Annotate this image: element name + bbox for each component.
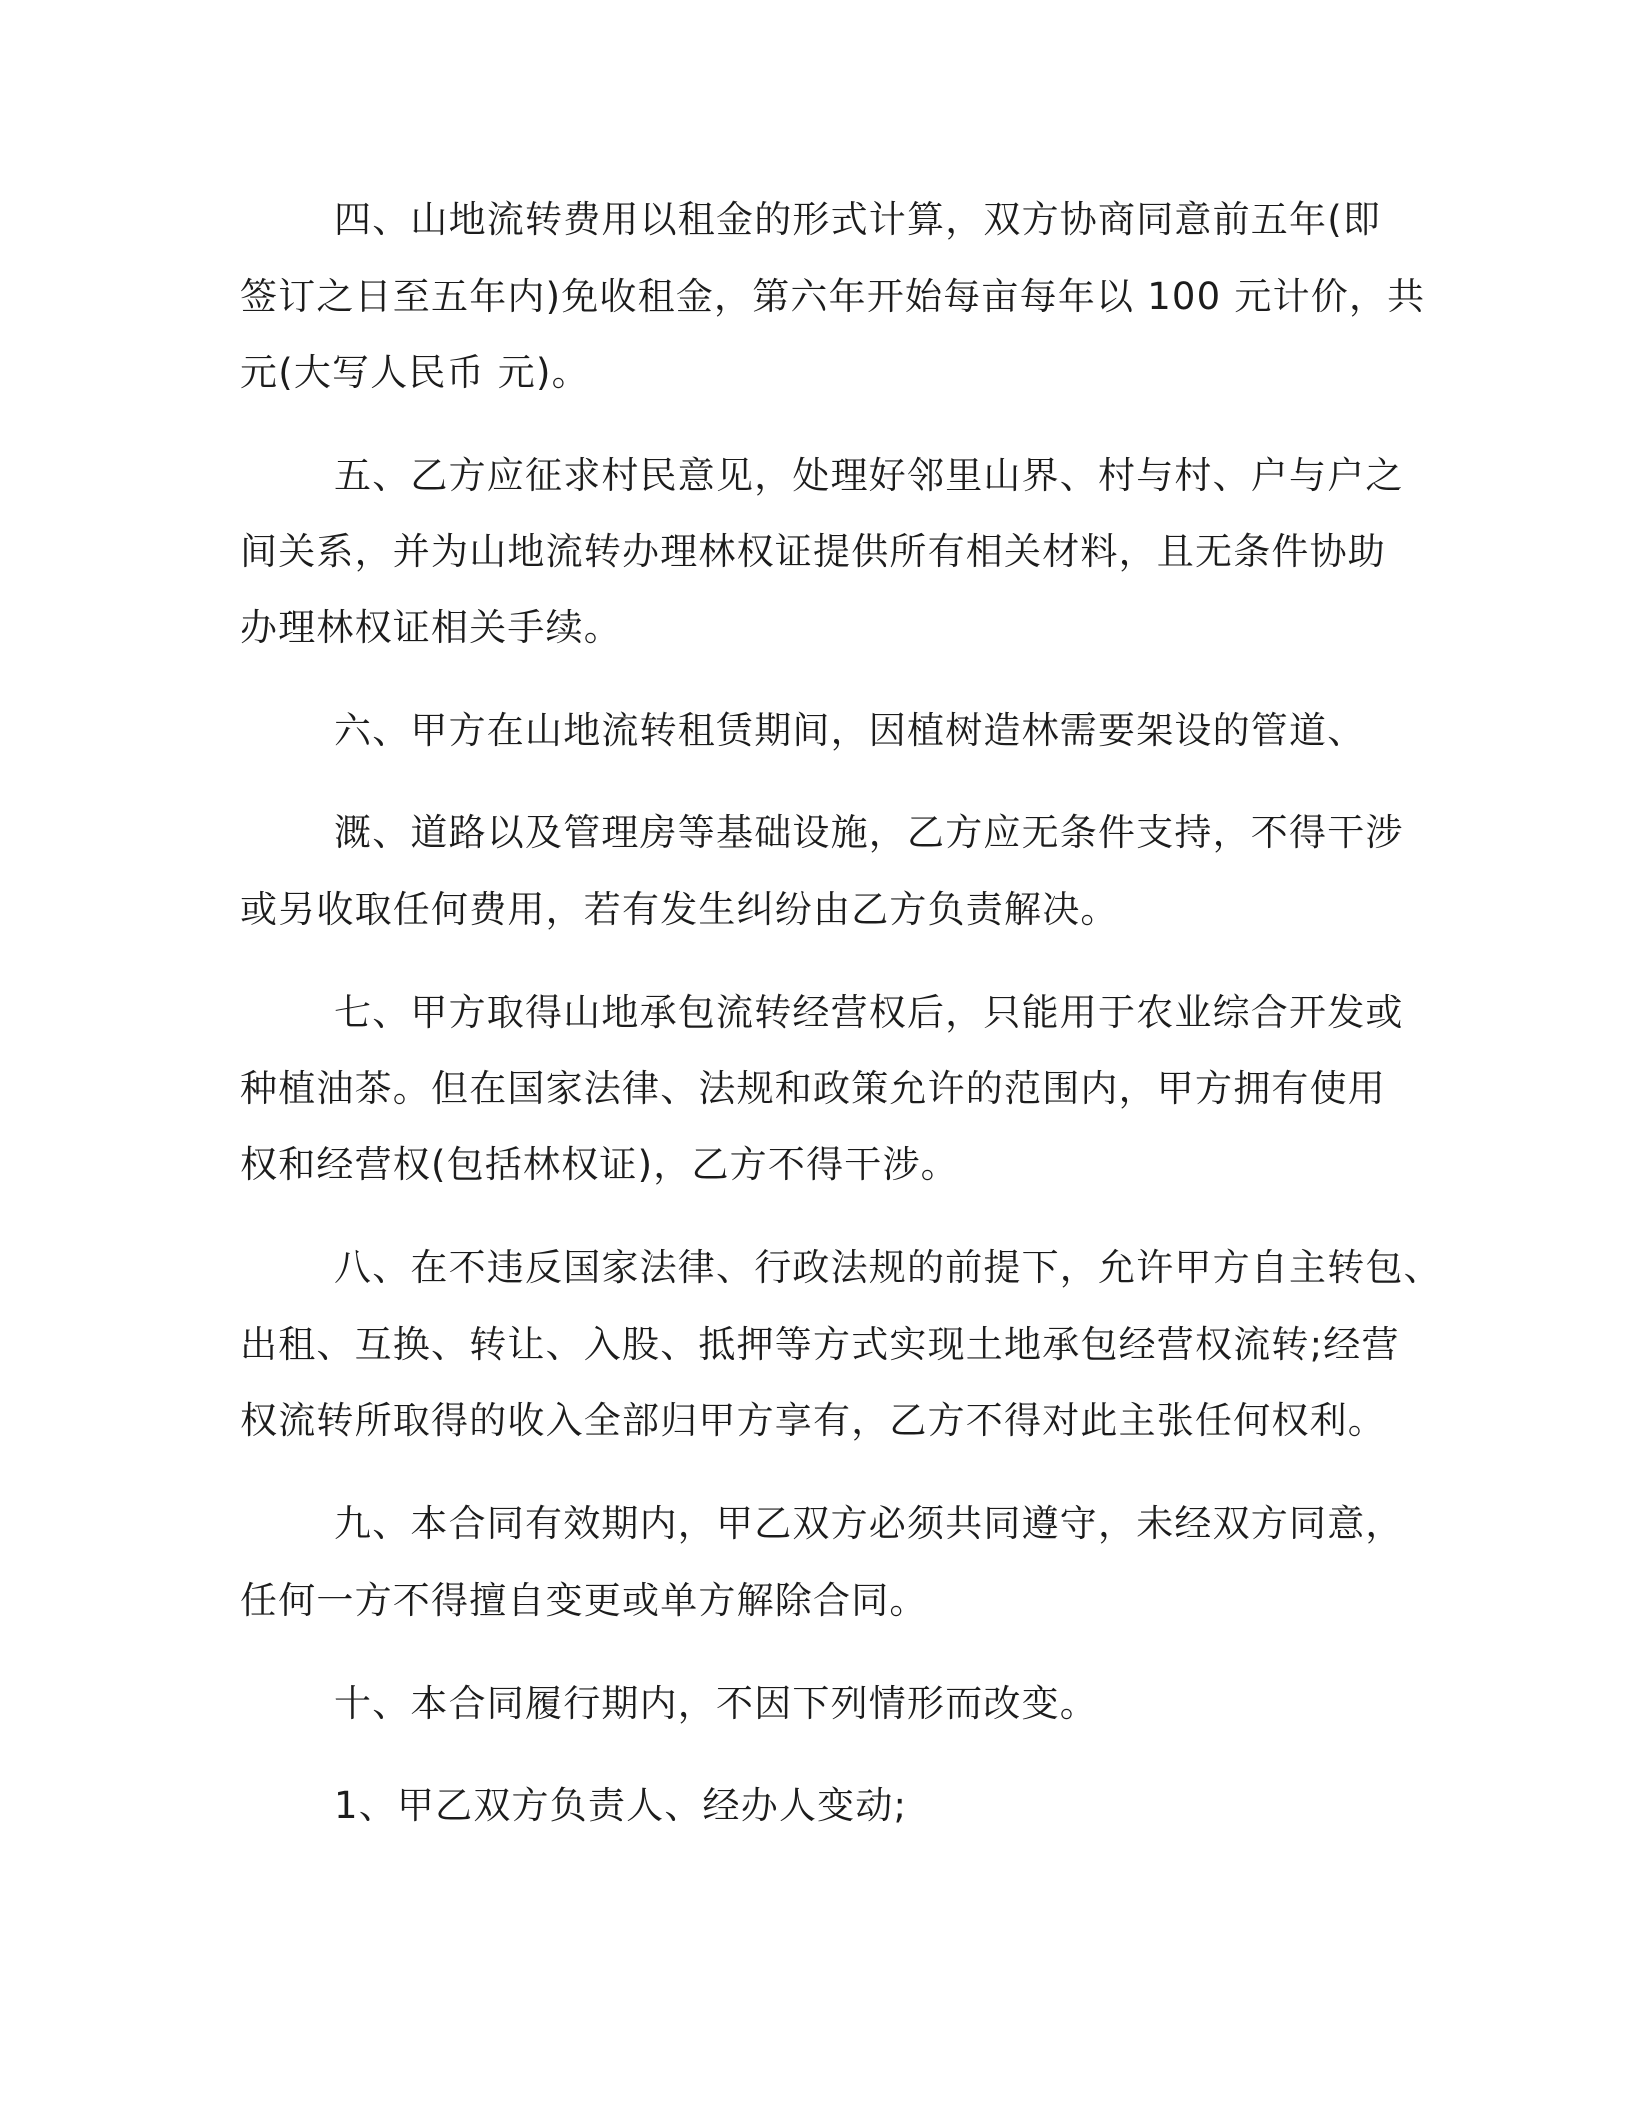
clause-8-line-2: 出租、互换、转让、入股、抵押等方式实现土地承包经营权流转;经营 xyxy=(240,1323,1400,1366)
clause-9-line-1: 九、本合同有效期内，甲乙双方必须共同遵守，未经双方同意， xyxy=(334,1502,1404,1545)
clause-8-line-1: 八、在不违反国家法律、行政法规的前提下，允许甲方自主转包、 xyxy=(334,1246,1442,1289)
clause-4-line-3: 元(大写人民币 元)。 xyxy=(240,351,590,394)
clause-4-line-2: 签订之日至五年内)免收租金，第六年开始每亩每年以 100 元计价，共 xyxy=(240,275,1426,318)
clause-6-line-3: 或另收取任何费用，若有发生纠纷由乙方负责解决。 xyxy=(240,888,1119,931)
clause-5-line-3: 办理林权证相关手续。 xyxy=(240,606,622,649)
clause-9-line-2: 任何一方不得擅自变更或单方解除合同。 xyxy=(240,1579,928,1622)
clause-6-line-2: 溉、道路以及管理房等基础设施，乙方应无条件支持，不得干涉 xyxy=(334,811,1404,854)
clause-10-item-1: 1、甲乙双方负责人、经办人变动; xyxy=(334,1784,908,1827)
clause-5-line-1: 五、乙方应征求村民意见，处理好邻里山界、村与村、户与户之 xyxy=(334,454,1404,497)
clause-7-line-2: 种植油茶。但在国家法律、法规和政策允许的范围内，甲方拥有使用 xyxy=(240,1067,1386,1110)
clause-5-line-2: 间关系，并为山地流转办理林权证提供所有相关材料，且无条件协助 xyxy=(240,530,1386,573)
clause-4-line-1: 四、山地流转费用以租金的形式计算，双方协商同意前五年(即 xyxy=(334,198,1382,241)
clause-7-line-3: 权和经营权(包括林权证)，乙方不得干涉。 xyxy=(240,1143,959,1186)
clause-8-line-3: 权流转所取得的收入全部归甲方享有，乙方不得对此主张任何权利。 xyxy=(240,1399,1386,1442)
clause-6-line-1: 六、甲方在山地流转租赁期间，因植树造林需要架设的管道、 xyxy=(334,709,1366,752)
clause-7-line-1: 七、甲方取得山地承包流转经营权后，只能用于农业综合开发或 xyxy=(334,991,1404,1034)
clause-10-line-1: 十、本合同履行期内，不因下列情形而改变。 xyxy=(334,1682,1098,1725)
